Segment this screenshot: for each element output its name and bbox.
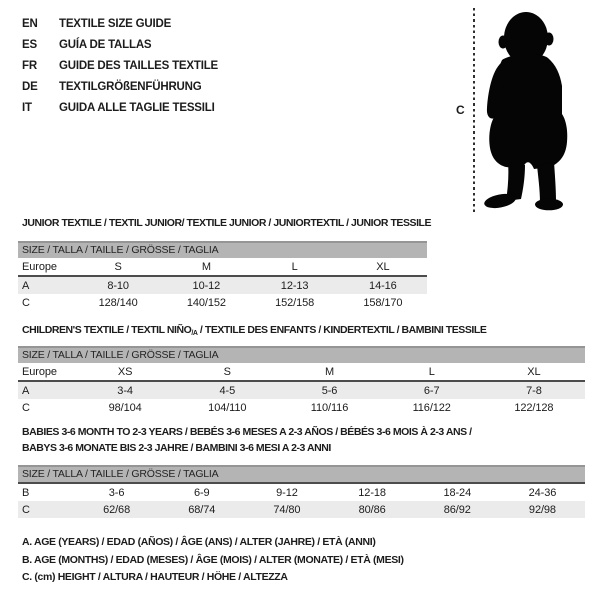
language-row-it [22,97,218,118]
language-list [22,13,218,118]
legend-line-c: C. (cm) HEIGHT / ALTURA / HAUTEUR / HÖHE / ALTEZZA [22,571,288,583]
table-cell: 86/92 [443,503,471,516]
table-cell: S [114,260,122,273]
table-cell: 24-36 [528,486,557,499]
table-cell: 8-10 [107,279,129,292]
size-header-bar: SIZE / TALLA / TAILLE / GRÖSSE / TAGLIA [18,465,585,484]
language-code: IT [22,101,32,114]
table-cell: M [324,365,335,378]
language-row-es [22,34,218,55]
table-cell: S [223,365,231,378]
table-cell: L [428,365,435,378]
language-label: GUIDA ALLE TAGLIE TESSILI [59,101,215,114]
table-cell: 7-8 [526,384,542,397]
language-code: EN [22,17,38,30]
table-row [18,484,585,501]
table-row [18,363,585,382]
table-row [18,277,427,294]
table-cell: 12-18 [358,486,386,499]
legend [22,536,404,589]
language-row-de [22,76,218,97]
table-cell: 140/152 [186,296,226,309]
children-title-part2: / TEXTILE DES ENFANTS / KINDERTEXTIL / BAMBINI TESSILE [197,324,487,336]
babies-section-title-line1: BABIES 3-6 MONTH TO 2-3 YEARS / BEBÉS 3-6 MESES A 2-3 AÑOS / BÉBÉS 3-6 MOIS À 2-3 ANS / [22,426,472,438]
language-label: TEXTILGRÖßENFÜHRUNG [59,80,202,93]
table-cell: 104/110 [208,401,247,414]
table-cell: 14-16 [369,279,397,292]
table-cell: 152/158 [275,296,315,309]
language-label: GUIDE DES TAILLES TEXTILE [59,59,218,72]
table-cell: 12-13 [280,279,309,292]
table-cell: 116/122 [412,401,451,414]
language-code: ES [22,38,37,51]
junior-section-title: JUNIOR TEXTILE / TEXTIL JUNIOR/ TEXTILE JUNIOR / JUNIORTEXTIL / JUNIOR TESSILE [22,217,432,229]
size-header-bar: SIZE / TALLA / TAILLE / GRÖSSE / TAGLIA [18,241,427,258]
table-cell: XS [117,365,133,378]
language-row-fr [22,55,218,76]
height-measure-figure [450,5,598,217]
table-cell: L [291,260,298,273]
row-label: B [22,486,30,499]
children-title-subscript: /A [191,330,198,337]
table-cell: 68/74 [188,503,216,516]
babies-section-title-line2: BABYS 3-6 MONATE BIS 2-3 JAHRE / BAMBINI 3-6 MESI A 2-3 ANNI [22,442,331,454]
table-row [18,382,585,399]
legend-line-a: A. AGE (YEARS) / EDAD (AÑOS) / ÂGE (ANS) / ALTER (JAHRE) / ETÀ (ANNI) [22,536,376,548]
table-cell: 110/116 [310,401,349,414]
row-label: C [22,401,30,414]
row-label: A [22,384,30,397]
table-cell: XL [527,365,541,378]
table-cell: 9-12 [276,486,298,499]
row-label: C [22,296,30,309]
size-header-bar: SIZE / TALLA / TAILLE / GRÖSSE / TAGLIA [18,346,585,363]
table-row [18,258,427,277]
measure-label-c: C [456,103,465,117]
table-cell: 74/80 [273,503,301,516]
table-cell: 122/128 [514,401,554,414]
row-label: Europe [22,365,57,378]
table-cell: 3-6 [108,486,125,499]
table-cell: 5-6 [321,384,338,397]
table-cell: 10-12 [192,279,221,292]
table-row [18,399,585,416]
language-label: TEXTILE SIZE GUIDE [59,17,172,30]
children-title-part1: CHILDREN'S TEXTILE / TEXTIL NIÑO [22,324,192,336]
table-cell: 6-7 [423,384,440,397]
table-cell: M [201,260,211,273]
table-cell: 4-5 [219,384,236,397]
language-code: FR [22,59,37,72]
table-cell: 158/170 [363,296,403,309]
row-label: Europe [22,260,57,273]
language-label: GUÍA DE TALLAS [59,38,152,51]
height-dotted-line [473,8,475,212]
junior-table [18,241,427,311]
table-cell: 3-4 [117,384,133,397]
language-code: DE [22,80,38,93]
row-label: A [22,279,30,292]
babies-table [18,465,585,518]
table-cell: 80/86 [358,503,386,516]
table-row [18,501,585,518]
table-cell: 18-24 [443,486,472,499]
table-cell: 98/104 [108,401,142,414]
table-cell: 128/140 [98,296,138,309]
table-row [18,294,427,311]
table-cell: 62/68 [103,503,131,516]
baby-silhouette-icon [482,7,588,211]
table-cell: XL [376,260,390,273]
table-cell: 6-9 [193,486,210,499]
row-label: C [22,503,30,516]
children-table [18,346,585,416]
table-cell: 92/98 [528,503,556,516]
children-section-title [22,324,486,337]
legend-line-b: B. AGE (MONTHS) / EDAD (MESES) / ÂGE (MOIS) / ALTER (MONATE) / ETÀ (MESI) [22,553,404,566]
language-row-en [22,13,218,34]
